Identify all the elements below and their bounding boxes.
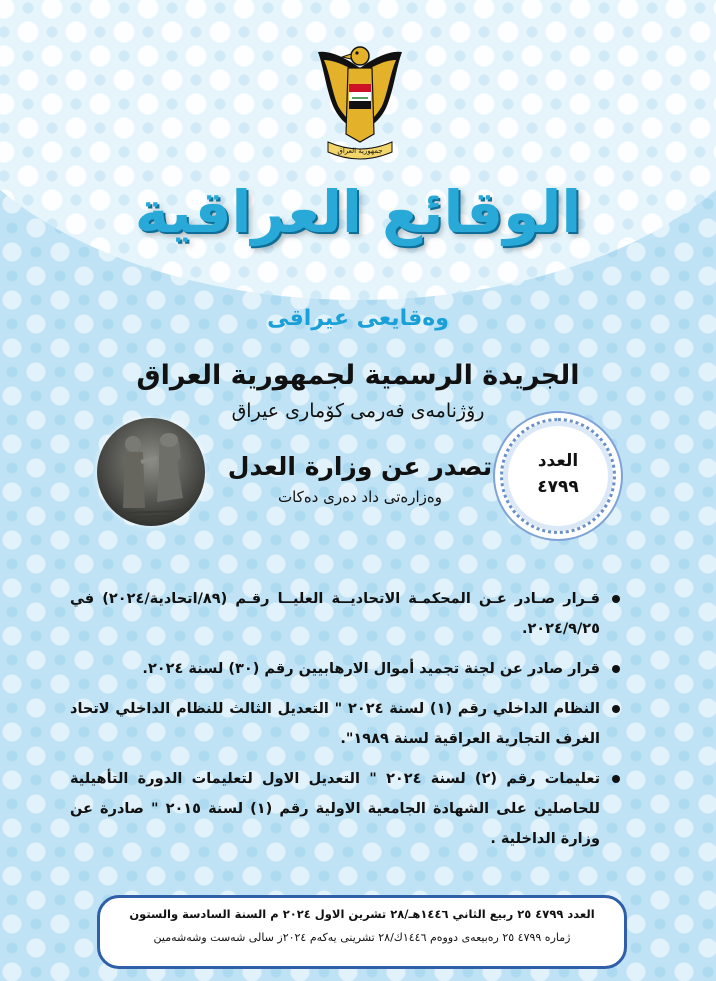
contents-item: قرار صادر عن لجنة تجميد أموال الارهابيين رقم (٣٠) لسنة ٢٠٢٤. — [70, 654, 622, 684]
table-of-contents — [70, 584, 622, 864]
ministry-of-justice-line: تصدر عن وزارة العدل — [227, 452, 493, 481]
official-gazette-subtitle: الجريدة الرسمية لجمهورية العراق — [136, 360, 580, 391]
contents-item: تعليمات رقم (٢) لسنة ٢٠٢٤ " التعديل الاول لتعليمات الدورة التأهيلية للحاصلين على الشهادة الجامعية الاولية رقم (١) لسنة ٢٠١٥ " صادرة عن وزارة الداخلية . — [70, 764, 622, 854]
issue-date-footer — [97, 895, 627, 969]
issue-number: ٤٧٩٩ — [537, 477, 579, 497]
issue-number-seal — [500, 418, 616, 534]
issue-label: العدد — [537, 451, 579, 471]
footer-date-arabic: العدد ٤٧٩٩ ٢٥ ربيع الثاني ١٤٤٦هـ/٢٨ تشرين الاول ٢٠٢٤ م السنة السادسة والستون — [129, 907, 595, 921]
ministry-of-justice-line-kurdish: وەزارەتی داد دەری دەکات — [277, 488, 443, 506]
emblem-caption: جمهورية العراق — [337, 147, 383, 155]
masthead-title: الوقائع العراقية — [134, 178, 582, 246]
official-gazette-subtitle-kurdish: رۆژنامەی فەرمی کۆماری عیراق — [231, 400, 485, 422]
footer-date-kurdish: ژمارە ٤٧٩٩ ٢٥ رەبیعەی دووەم ١٤٤٦ك/٢٨ تشرینی یەکەم ٢٠٢٤ز سالی شەست وشەشەمین — [153, 931, 571, 944]
hammurabi-stele-image — [97, 418, 205, 526]
contents-item: النظام الداخلي رقم (١) لسنة ٢٠٢٤ " التعديل الثالث للنظام الداخلي لاتحاد الغرف التجارية العراقية لسنة ١٩٨٩". — [70, 694, 622, 754]
contents-item: قـرار صـادر عـن المحكمـة الاتحاديــة العليــا رقـم (٨٩/اتحادية/٢٠٢٤) في ٢٠٢٤/٩/٢٥. — [70, 584, 622, 644]
iraqi-eagle-emblem-icon — [316, 38, 404, 164]
masthead-kurdish-title: وەقایعی عیراقی — [267, 306, 449, 331]
